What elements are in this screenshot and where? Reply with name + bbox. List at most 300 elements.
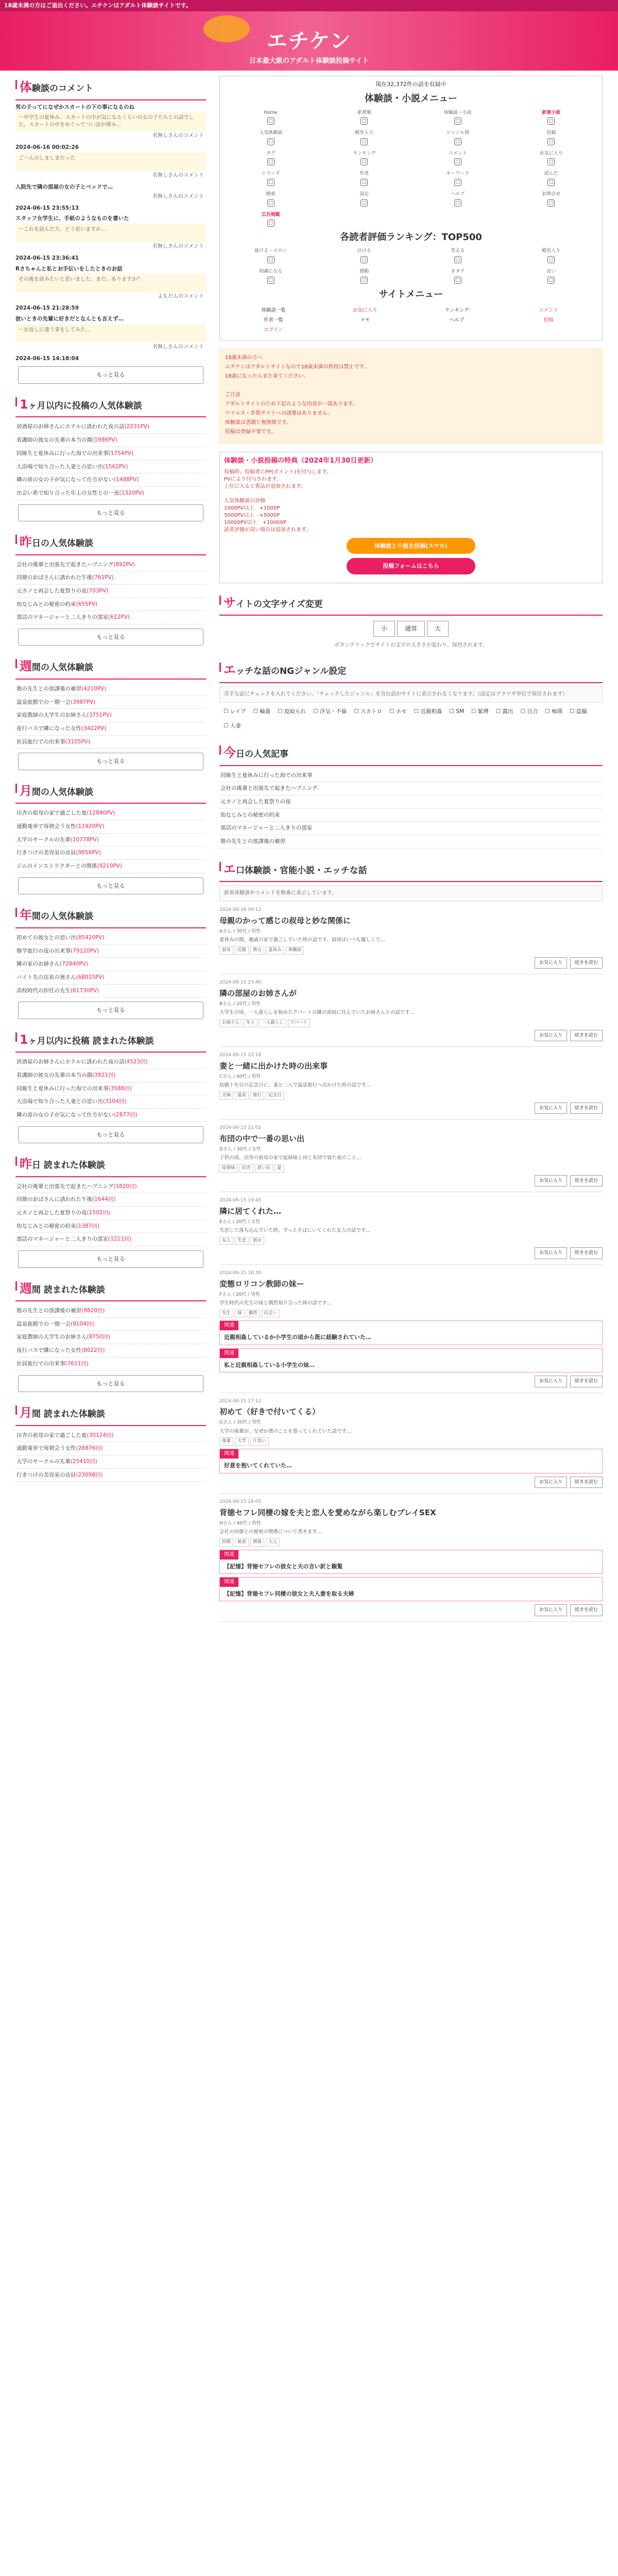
- story-menu: [224, 110, 598, 227]
- menu-item[interactable]: [318, 171, 411, 186]
- rank-menu-item[interactable]: [318, 268, 411, 284]
- article-tag[interactable]: 夏: [274, 1164, 284, 1173]
- site-menu-item[interactable]: ヘルプ: [449, 317, 465, 323]
- article-title[interactable]: 隣の部屋のお姉さんが: [219, 988, 297, 998]
- ranking-item[interactable]: [15, 447, 206, 461]
- rank-menu: [224, 248, 598, 283]
- font-size-button[interactable]: 小: [373, 621, 395, 637]
- menu-item[interactable]: [505, 130, 598, 145]
- menu-item[interactable]: [224, 212, 318, 227]
- ranking-item-title[interactable]: 家庭教師の大学生のお姉さん: [16, 1334, 87, 1341]
- menu-item[interactable]: [505, 171, 598, 186]
- ranking-item[interactable]: [15, 1429, 206, 1443]
- ranking-item-title[interactable]: 塾の先生との放課後の補習: [16, 1308, 81, 1314]
- more-button[interactable]: もっと見る: [18, 1375, 203, 1392]
- ranking-item[interactable]: [15, 558, 206, 572]
- menu-item[interactable]: [224, 130, 318, 145]
- ranking-item-title[interactable]: 高校時代の担任の先生: [16, 987, 71, 994]
- more-button[interactable]: もっと見る: [18, 1250, 203, 1267]
- ng-genre-checkbox[interactable]: ☐ 寝取られ: [278, 708, 306, 716]
- more-button[interactable]: もっと見る: [18, 877, 203, 894]
- site-menu-item[interactable]: ランキング: [444, 307, 469, 313]
- ranking-item-title[interactable]: 家庭教師の大学生のお姉さん: [16, 712, 87, 719]
- menu-item-icon: □: [360, 138, 368, 145]
- article-date: 2024-06-16 00:12: [219, 907, 262, 913]
- menu-item[interactable]: [318, 110, 411, 125]
- ranking-item[interactable]: [15, 834, 206, 847]
- article-tag[interactable]: アパート: [288, 1019, 310, 1027]
- site-menu-item[interactable]: 作者一覧: [263, 317, 283, 323]
- menu-item-label: 人気体験談: [259, 130, 283, 136]
- menu-item[interactable]: [505, 150, 598, 166]
- today-popular-item[interactable]: 会社の後輩と出張先で起きたハプニング: [219, 782, 603, 795]
- article-tag[interactable]: 年上: [244, 1019, 258, 1027]
- article-tag[interactable]: 大人: [266, 1538, 280, 1547]
- article-title[interactable]: 背徳セフレ同棲の嫁を夫と恋人を愛めながら楽しむプレイSEX: [219, 1507, 436, 1517]
- ranking-item-title[interactable]: 幼なじみとの秘密の約束: [16, 1223, 76, 1229]
- benefit-line: 投稿時、投稿者にPP(ポイント)を付与します。: [224, 469, 332, 475]
- related-box[interactable]: [219, 1348, 603, 1372]
- ng-genre-checkbox[interactable]: ☐ ホモ: [389, 708, 407, 716]
- ranking-item[interactable]: [15, 1358, 206, 1371]
- ranking-item[interactable]: [15, 985, 206, 998]
- ranking-item-title[interactable]: 部活のマネージャーと二人きりの部室: [16, 614, 109, 621]
- article-date: 2024-06-15 18:30: [219, 1270, 262, 1276]
- related-box[interactable]: [219, 1449, 603, 1473]
- ranking-item-count: (85420PV): [76, 934, 105, 941]
- rank-menu-item[interactable]: [318, 248, 411, 263]
- ranking-item-title[interactable]: 看護師の彼女の先輩の本当の顔: [16, 1072, 92, 1078]
- article-title[interactable]: 変態ロリコン教師の妹ー: [219, 1279, 304, 1289]
- menu-item[interactable]: [505, 191, 598, 207]
- ranking-item[interactable]: [15, 1455, 206, 1469]
- ranking-item-count: (1754PV): [108, 450, 133, 456]
- more-button[interactable]: もっと見る: [18, 1126, 203, 1143]
- title-initial: 月: [20, 783, 32, 798]
- article-button[interactable]: 続きを読む: [570, 1477, 603, 1488]
- article-tag[interactable]: 一人暮らし: [259, 1019, 286, 1027]
- article-title[interactable]: 母親のかって感じの叔母と妙な関係に: [219, 916, 351, 925]
- article-button[interactable]: お気に入り: [535, 1175, 567, 1187]
- ranking-item[interactable]: [15, 1095, 206, 1109]
- ranking-item[interactable]: [15, 820, 206, 834]
- ranking-item[interactable]: [15, 722, 206, 736]
- ranking-item[interactable]: [15, 1220, 206, 1233]
- title-text: 日 読まれた体験談: [32, 1160, 105, 1171]
- ranking-item-title[interactable]: 夜行バスで隣になった女性: [16, 1347, 81, 1354]
- font-size-note: ボタンクリックでサイトの文字の大きさが変わり、保持されます。: [334, 642, 488, 648]
- article-tag[interactable]: 大学: [235, 1437, 249, 1446]
- ranking-item[interactable]: [15, 571, 206, 585]
- site-menu-item[interactable]: 投稿: [543, 317, 554, 323]
- article-tag[interactable]: 思い出: [255, 1164, 273, 1173]
- ranking-item-title[interactable]: 隣の席の女の子が気になって仕方がない: [16, 477, 114, 483]
- today-popular-item[interactable]: 同級生と夏休みに行った海での出来事: [219, 769, 603, 783]
- ranking-item[interactable]: [15, 1344, 206, 1358]
- font-size-button[interactable]: 大: [427, 621, 449, 637]
- menu-item[interactable]: [411, 110, 505, 125]
- article-tag[interactable]: 体験談: [286, 946, 304, 955]
- rank-menu-label: 泣ける: [357, 248, 371, 254]
- ranking-item-count: (1502回): [87, 1210, 110, 1216]
- menu-item[interactable]: [505, 110, 598, 125]
- ranking-item-title[interactable]: 田舎の祖母の家で過ごした夏: [16, 810, 87, 817]
- title-initial: 1: [20, 1032, 28, 1047]
- ng-genre-checkboxes: [219, 706, 603, 732]
- comment-head[interactable]: 2024-06-15 14:18:04: [15, 355, 79, 362]
- ranking-item-title[interactable]: 大学のサークルの先輩: [16, 836, 71, 843]
- article-button[interactable]: お気に入り: [535, 1604, 567, 1616]
- site-menu-title: サイトメニュー: [379, 289, 443, 300]
- ranking-item-title[interactable]: 同僚のおばさんに誘われた午後: [16, 1196, 92, 1203]
- article-buttons: [219, 1030, 603, 1042]
- ranking-item-title[interactable]: 隣の家のお姉さん: [16, 961, 60, 968]
- ranking-item-count: (28876回): [76, 1445, 103, 1452]
- ranking-item-title[interactable]: 隣の席の女の子が気になって仕方がない: [16, 1112, 114, 1118]
- comment-author: 名無しさんのコメント: [152, 172, 204, 178]
- ranking-item[interactable]: [15, 683, 206, 696]
- menu-item-icon: □: [547, 138, 555, 145]
- article-title[interactable]: 隣に居てくれた…: [219, 1206, 282, 1216]
- comment-body: 〜中学生の夏休み、スカートの中が気になるくらいの女の子たちとの話でした。スカートの中をめぐってつい話が弾み…: [15, 112, 206, 131]
- ranking-item[interactable]: [15, 487, 206, 500]
- article-tag[interactable]: 夫婦: [219, 1092, 233, 1100]
- article-tag[interactable]: 先生: [219, 1310, 233, 1318]
- article-tag[interactable]: 慰め: [250, 1237, 264, 1245]
- ranking-item[interactable]: [15, 420, 206, 434]
- menu-item[interactable]: [318, 191, 411, 207]
- ranking-item-title[interactable]: 大浴場で知り合った人妻との思い出: [16, 1098, 103, 1105]
- ranking-item-title[interactable]: 看護師の彼女の先輩の本当の顔: [16, 437, 92, 444]
- ranking-item-title[interactable]: 元カノと再会した夏祭りの夜: [16, 1210, 87, 1216]
- ranking-item[interactable]: [15, 473, 206, 487]
- ranking-item-title[interactable]: 居酒屋のお姉さんにホテルに誘われた夜の話: [16, 423, 125, 430]
- ng-genre-checkbox[interactable]: ☐ スカトロ: [354, 708, 382, 716]
- site-menu-item[interactable]: メモ: [360, 317, 370, 323]
- ranking-item-title[interactable]: 同級生と夏休みに行った海での出来事: [16, 450, 109, 456]
- article-button[interactable]: 続きを読む: [570, 1175, 603, 1187]
- article-buttons: [219, 1477, 603, 1488]
- ranking-item[interactable]: [15, 1082, 206, 1096]
- site-menu-item[interactable]: ログイン: [264, 327, 283, 333]
- rank-menu-item[interactable]: [411, 248, 505, 263]
- ranking-item[interactable]: [15, 1180, 206, 1194]
- ranking-item-count: (3422PV): [81, 725, 107, 732]
- ranking-item-count: (9856PV): [76, 850, 101, 856]
- ng-genre-checkbox[interactable]: ☐ 輪姦: [253, 708, 270, 716]
- article-date: 2024-06-15 17:12: [219, 1398, 262, 1404]
- article-tag[interactable]: 近親: [235, 946, 249, 955]
- article-tag[interactable]: 叔母: [219, 946, 233, 955]
- rank-menu-item[interactable]: [505, 268, 598, 284]
- ranking-item-title[interactable]: 同級生と夏休みに行った海での出来事: [16, 1085, 109, 1092]
- menu-item[interactable]: [224, 191, 318, 207]
- ng-genre-checkbox[interactable]: ☐ 人妻: [224, 722, 241, 730]
- ranking-item-count: (2877回): [114, 1112, 138, 1118]
- ranking-item[interactable]: [15, 1193, 206, 1207]
- article-tag[interactable]: お姉さん: [219, 1019, 242, 1027]
- article-tags: [219, 1164, 603, 1173]
- notice-line: [225, 382, 597, 389]
- ng-genre-checkbox[interactable]: ☐ 百合: [521, 708, 538, 716]
- ranking-item-title[interactable]: 同僚のおばさんに誘われた午後: [16, 574, 92, 581]
- article-tag[interactable]: 出会い: [262, 1310, 280, 1318]
- menu-item-label: キーワード: [446, 171, 470, 177]
- comments-more-button[interactable]: もっと見る: [18, 366, 203, 383]
- left-column: [15, 76, 206, 1631]
- ranking-item-title[interactable]: 通勤電車で毎朝会う女性: [16, 823, 76, 830]
- rank-menu-item[interactable]: [224, 248, 318, 263]
- ranking-item[interactable]: [15, 598, 206, 612]
- benefit-line: 5000PV以上 +5000P: [224, 512, 280, 518]
- article-tag[interactable]: 秘密: [235, 1538, 249, 1547]
- comment-item: [15, 255, 206, 262]
- ranking-item[interactable]: [15, 1442, 206, 1455]
- rank-menu-label: 知識になる: [259, 268, 283, 274]
- ranking-item[interactable]: [15, 709, 206, 722]
- menu-item[interactable]: [411, 130, 505, 145]
- menu-item[interactable]: [411, 171, 505, 186]
- ranking-year-section: [15, 904, 206, 1019]
- font-size-button[interactable]: 通常: [397, 621, 425, 637]
- article-button[interactable]: 続きを読む: [570, 1030, 603, 1042]
- menu-item-icon: □: [360, 158, 368, 165]
- ranking-item[interactable]: [15, 736, 206, 749]
- rank-menu-icon: □: [267, 256, 274, 263]
- article-tags: [219, 1310, 603, 1318]
- article-item: [219, 1265, 603, 1393]
- comment-head[interactable]: 男の子ってになぜかスカートの下の事になるのね: [15, 104, 134, 110]
- article-tag[interactable]: 田舎: [239, 1164, 253, 1173]
- site-menu-item[interactable]: 体験談一覧: [261, 307, 286, 313]
- article-button[interactable]: お気に入り: [535, 1103, 567, 1114]
- menu-item-label: 読んだ: [544, 171, 558, 177]
- ranking-item-title[interactable]: 田舎の祖母の家で過ごした夏: [16, 1432, 87, 1438]
- menu-item-icon: □: [267, 179, 274, 186]
- comment-head[interactable]: Rさちゃんと私とお手伝いをしたときのお話: [15, 265, 123, 272]
- ng-genre-checkbox[interactable]: ☐ レイプ: [224, 708, 246, 716]
- notice-line: 18歳未満の方へ: [225, 354, 263, 361]
- related-box[interactable]: [219, 1577, 603, 1601]
- ranking-item[interactable]: [15, 434, 206, 447]
- article-button[interactable]: 続きを読む: [570, 1376, 603, 1387]
- ng-genre-checkbox[interactable]: ☐ 痴漢: [545, 708, 562, 716]
- ranking-item[interactable]: [15, 931, 206, 945]
- title-text: 間の人気体験談: [32, 911, 93, 922]
- ranking-item-title[interactable]: 初めての彼女との思い出: [16, 934, 76, 941]
- ranking-item[interactable]: [15, 1207, 206, 1220]
- comment-head[interactable]: 2024-06-15 23:36:41: [15, 255, 79, 262]
- today-popular-item[interactable]: 幼なじみとの秘密の約束: [219, 809, 603, 822]
- comment-head[interactable]: 2024-06-15 23:55:13: [15, 205, 79, 211]
- ng-genre-checkbox[interactable]: ☐ 盗撮: [570, 708, 587, 716]
- article-tag[interactable]: 旅行: [250, 1092, 264, 1100]
- menu-item[interactable]: [224, 171, 318, 186]
- ranking-item[interactable]: [15, 1331, 206, 1344]
- ng-genre-section: [219, 658, 603, 732]
- ng-genre-checkbox[interactable]: ☐ 緊縛: [471, 708, 489, 716]
- ranking-item-title[interactable]: バイト先の店長の奥さん: [16, 974, 76, 980]
- article-tag[interactable]: 偶然: [246, 1310, 260, 1318]
- menu-item[interactable]: [224, 150, 318, 166]
- comment-head[interactable]: 2024-06-16 00:02:26: [15, 144, 79, 151]
- article-title[interactable]: 妻と一緒に出かけた時の出来事: [219, 1061, 328, 1071]
- comment-body: 〜お返しに違う事をしてみた…: [15, 324, 206, 343]
- menu-item-label: お気に入り: [539, 150, 563, 156]
- comment-head[interactable]: スタッフ女学生に、手紙のようなものを書いた: [15, 215, 129, 222]
- related-label: 関連: [220, 1349, 238, 1358]
- ng-genre-checkbox[interactable]: ☐ 露出: [496, 708, 513, 716]
- related-box[interactable]: [219, 1320, 603, 1345]
- article-tag[interactable]: 片思い: [250, 1437, 269, 1446]
- article-tag[interactable]: 後輩: [219, 1437, 233, 1446]
- today-popular-item[interactable]: 塾の先生との放課後の補習: [219, 835, 603, 849]
- ranking-item-title[interactable]: 行きつけの美容室の店員: [16, 1471, 76, 1478]
- article-button[interactable]: 続きを読む: [570, 1247, 603, 1259]
- article-button[interactable]: お気に入り: [535, 1030, 567, 1042]
- ranking-week-section: [15, 655, 206, 770]
- article-tag[interactable]: 記念日: [266, 1092, 284, 1100]
- site-logo[interactable]: エチケン: [266, 29, 352, 53]
- notice-line: ウイルス・詐欺サイトへの誘導はありません。: [225, 410, 333, 416]
- comment-item: [15, 144, 206, 180]
- ranking-item[interactable]: [15, 1109, 206, 1122]
- comment-head[interactable]: 入院先で隣の部屋の女の子とベッドで…: [15, 183, 113, 190]
- site-menu-item[interactable]: お気に入り: [353, 307, 377, 313]
- ranking-item-title[interactable]: 温泉旅館での一期一会: [16, 699, 71, 705]
- ng-genre-checkbox[interactable]: ☐ 浮気・不倫: [313, 708, 347, 716]
- ranking-item[interactable]: [15, 1318, 206, 1331]
- ranking-item[interactable]: [15, 971, 206, 985]
- ng-genre-checkbox[interactable]: ☐ 近親相姦: [414, 708, 442, 716]
- article-author: Eさん / 20代 / 女性: [219, 1219, 261, 1225]
- ranking-item-title[interactable]: 行きつけの美容室の店員: [16, 850, 76, 856]
- ranking-item[interactable]: [15, 461, 206, 474]
- comments-section: [15, 76, 206, 384]
- ranking-item-title[interactable]: 大学のサークルの先輩: [16, 1458, 71, 1465]
- article-tag[interactable]: 関係: [250, 1538, 264, 1547]
- more-button[interactable]: もっと見る: [18, 504, 203, 521]
- rank-menu-item[interactable]: [411, 268, 505, 284]
- article-button[interactable]: お気に入り: [535, 1376, 567, 1387]
- ranking-item-title[interactable]: 幼なじみとの秘密の約束: [16, 601, 76, 607]
- article-author: Hさん / 40代 / 男性: [219, 1520, 261, 1526]
- post-smartphone-button[interactable]: 体験談と小説を投稿(スマホ): [347, 538, 475, 554]
- title-text: ヶ月以内に投稿の人気体験談: [28, 400, 142, 411]
- article-tag[interactable]: 失恋: [235, 1237, 249, 1245]
- today-popular-item[interactable]: 部活のマネージャーと二人きりの部室: [219, 822, 603, 835]
- ranking-item-title[interactable]: ジムのインストラクターとの関係: [16, 863, 97, 870]
- menu-item-label: 体験談・小説: [443, 110, 472, 115]
- menu-item[interactable]: [318, 150, 411, 166]
- article-tag[interactable]: 従姉妹: [219, 1164, 238, 1173]
- related-box[interactable]: [219, 1550, 603, 1574]
- menu-item[interactable]: [411, 191, 505, 207]
- ranking-item-title[interactable]: 社員旅行での出来事: [16, 1360, 65, 1367]
- menu-item[interactable]: [318, 130, 411, 145]
- article-tag[interactable]: 熟女: [250, 946, 264, 955]
- article-tag[interactable]: 温泉: [235, 1092, 249, 1100]
- article-excerpt: 失恋して落ち込んでいた時、ずっとそばにいてくれた友人の話です…: [219, 1228, 371, 1234]
- ranking-item[interactable]: [15, 1304, 206, 1318]
- menu-item-label: 広告掲載: [261, 212, 280, 217]
- ranking-item-title[interactable]: 夜行バスで隣になった女性: [16, 725, 81, 732]
- article-tag[interactable]: 妹: [235, 1310, 245, 1318]
- article-tag[interactable]: 友人: [219, 1237, 233, 1245]
- article-button[interactable]: 続きを読む: [570, 1604, 603, 1616]
- article-title[interactable]: 初めて（好きで付いてくる）: [219, 1407, 320, 1417]
- ranking-item[interactable]: [15, 611, 206, 624]
- comment-head[interactable]: 2024-06-15 21:28:59: [15, 305, 79, 312]
- ranking-item[interactable]: [15, 1056, 206, 1069]
- rank-menu-item[interactable]: [505, 248, 598, 263]
- menu-item[interactable]: [224, 110, 318, 125]
- ranking-item-title[interactable]: 会社の後輩と出張先で起きたハプニング: [16, 1183, 114, 1190]
- article-title[interactable]: 布団の中で一番の思い出: [219, 1133, 305, 1143]
- ranking-item-title[interactable]: 居酒屋のお姉さんにホテルに誘われた夜の話: [16, 1059, 125, 1065]
- ranking-item-count: (3987PV): [71, 699, 96, 705]
- ranking-item-title[interactable]: 通勤電車で毎朝会う女性: [16, 1445, 76, 1452]
- ranking-item-title[interactable]: 出会い系で知り合った年上の女性との一夜: [16, 489, 119, 496]
- comment-head[interactable]: 彼いときの先輩に好きだとなんとも言えず…: [15, 316, 124, 323]
- article-button[interactable]: 続きを読む: [570, 957, 603, 969]
- article-tags: [219, 1019, 603, 1027]
- ranking-item-title[interactable]: 塾の先生との放課後の補習: [16, 685, 81, 692]
- benefit-line: 上位に入ると賞品が追加されます。: [224, 483, 306, 489]
- more-button[interactable]: もっと見る: [18, 1002, 203, 1019]
- ranking-item[interactable]: [15, 1469, 206, 1482]
- article-tag[interactable]: 同僚: [219, 1538, 233, 1547]
- ranking-item-title[interactable]: 修学旅行の夜の出来事: [16, 947, 71, 954]
- ranking-item-count: (1820回): [113, 1183, 137, 1190]
- ranking-item-title[interactable]: 会社の後輩と出張先で起きたハプニング: [16, 561, 114, 568]
- post-form-button[interactable]: 投稿フォームはこちら: [347, 558, 475, 574]
- article-button[interactable]: お気に入り: [535, 957, 567, 969]
- article-button[interactable]: お気に入り: [535, 1247, 567, 1259]
- ranking-item[interactable]: [15, 846, 206, 860]
- ranking-item[interactable]: [15, 585, 206, 598]
- ranking-item[interactable]: [15, 1069, 206, 1082]
- ranking-item-title[interactable]: 元カノと再会した夏祭りの夜: [16, 587, 87, 594]
- site-menu-item[interactable]: コメント: [538, 307, 558, 313]
- ranking-item[interactable]: [15, 807, 206, 820]
- ranking-item[interactable]: [15, 860, 206, 873]
- ranking-item-title[interactable]: 温泉旅館での一期一会: [16, 1320, 71, 1327]
- ranking-item-title[interactable]: 部活のマネージャーと二人きりの部室: [16, 1236, 109, 1243]
- ranking-item-count: (9820回): [81, 1308, 105, 1314]
- menu-item-icon: □: [360, 117, 368, 125]
- menu-item-icon: □: [454, 138, 461, 145]
- benefit-line: PVにより付与されます。: [224, 476, 282, 482]
- ranking-item[interactable]: [15, 696, 206, 709]
- more-button[interactable]: もっと見る: [18, 753, 203, 770]
- today-popular-item[interactable]: 元カノと再会した夏祭りの夜: [219, 795, 603, 809]
- rank-menu-item[interactable]: [224, 268, 318, 284]
- article-tags: [219, 1538, 603, 1547]
- more-button[interactable]: もっと見る: [18, 629, 203, 646]
- ranking-item[interactable]: [15, 1233, 206, 1246]
- notice-line: エチケンはアダルトサイトなので18歳未満の利用は禁止です。: [225, 364, 369, 370]
- ranking-item-title[interactable]: 社員旅行での出来事: [16, 738, 65, 745]
- ng-genre-checkbox[interactable]: ☐ SM: [450, 708, 465, 716]
- article-tag[interactable]: 夏休み: [266, 946, 284, 955]
- article-button[interactable]: 続きを読む: [570, 1103, 603, 1114]
- ranking-item[interactable]: [15, 958, 206, 971]
- article-button[interactable]: お気に入り: [535, 1477, 567, 1488]
- ranking-item[interactable]: [15, 945, 206, 958]
- ranking-item-title[interactable]: 大浴場で知り合った人妻との思い出: [16, 463, 103, 470]
- menu-item[interactable]: [411, 150, 505, 166]
